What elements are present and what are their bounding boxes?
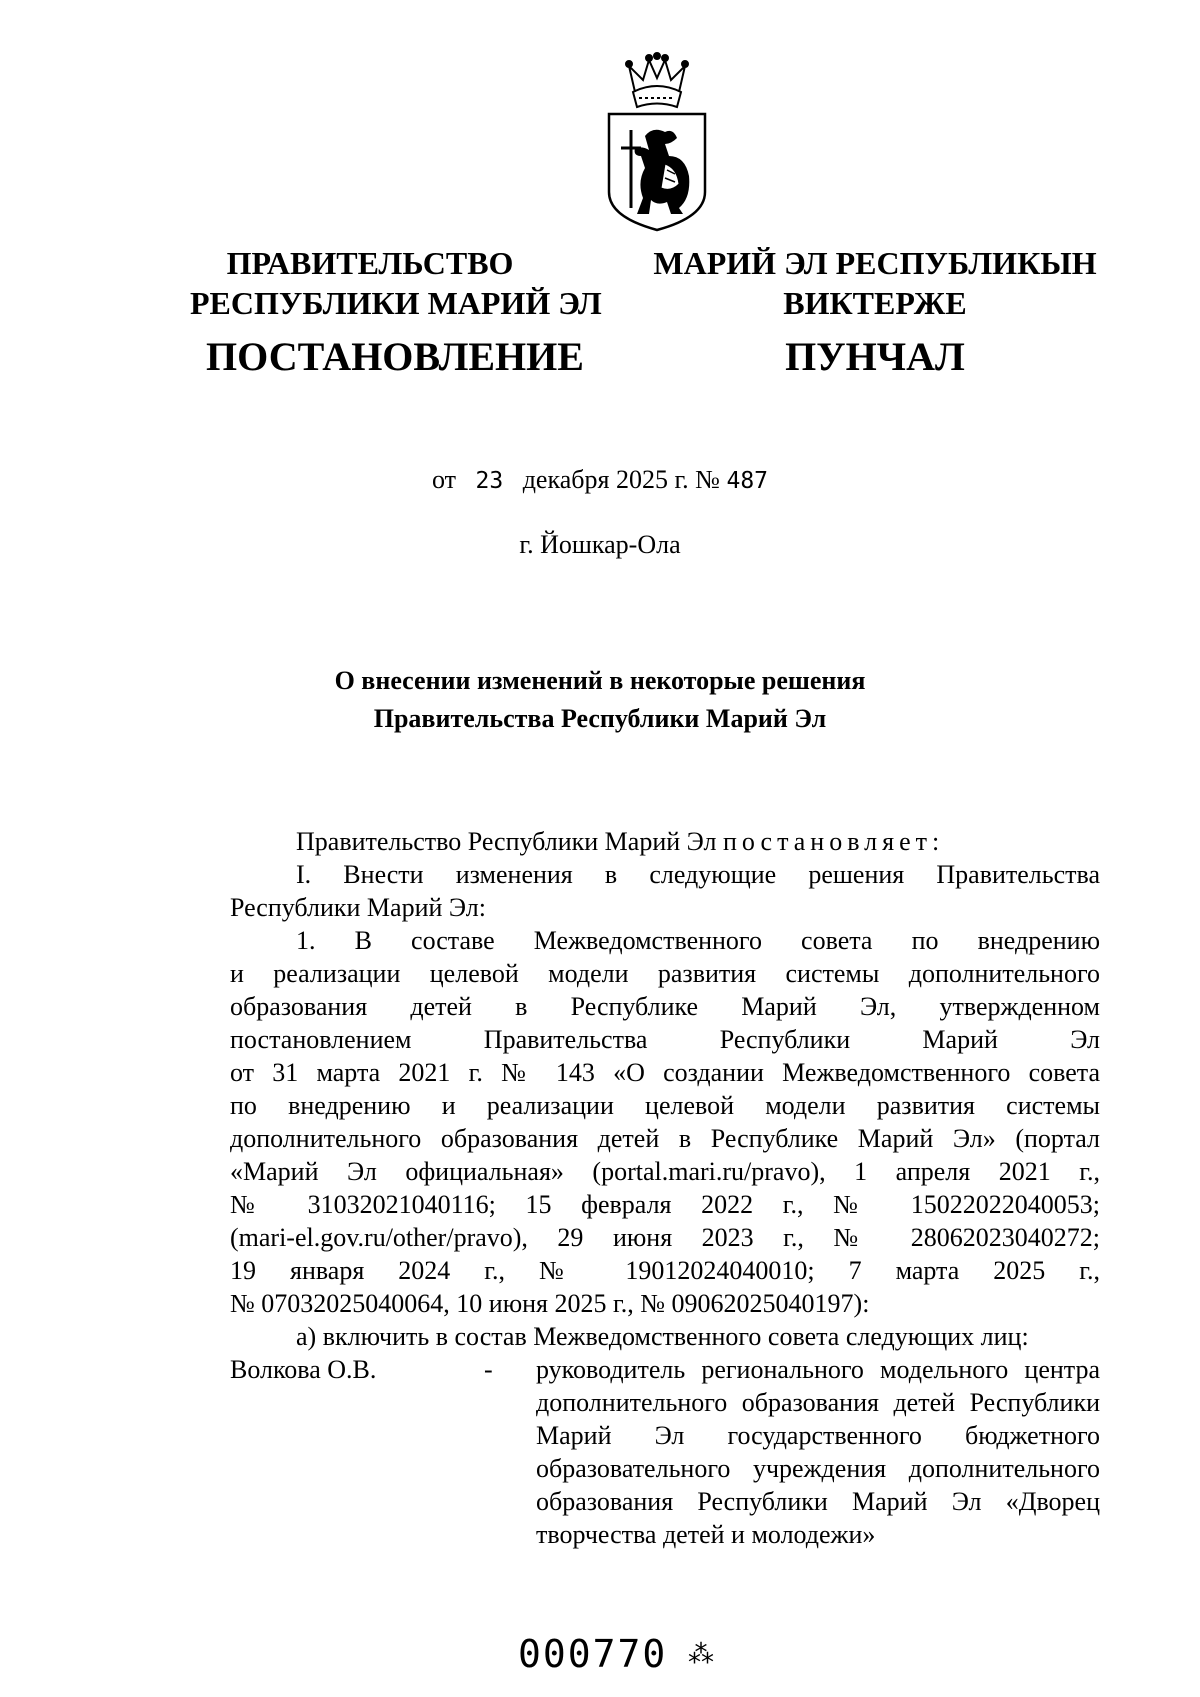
para1-last-line: № 07032025040064, 10 июня 2025 г., № 09062025040197): — [230, 1289, 870, 1318]
para1-line: 1. В составе Межведомственного совета по внедрению — [296, 926, 1100, 955]
para1-line: 19 января 2024 г., № 19012024040010; 7 марта 2025 г., — [230, 1256, 1100, 1285]
member-dash: - — [484, 1355, 493, 1384]
doc-type-right: ПУНЧАЛ — [785, 334, 965, 379]
issuer-right-line1: МАРИЙ ЭЛ РЕСПУБЛИКЫН — [653, 245, 1097, 281]
document-title — [0, 662, 1200, 738]
paragraph-1 — [230, 924, 1100, 1320]
issuer-left-line1: ПРАВИТЕЛЬСТВО — [226, 245, 514, 281]
para1-line: от 31 марта 2021 г. № 143 «О создании Межведомственного совета — [230, 1058, 1100, 1087]
member-name: Волкова О.В. — [230, 1355, 377, 1384]
issuer-left-line2: РЕСПУБЛИКИ МАРИЙ ЭЛ — [190, 285, 602, 321]
para1-line: по внедрению и реализации целевой модели развития системы — [230, 1091, 1100, 1120]
issuer-right-line2: ВИКТЕРЖЕ — [783, 285, 967, 321]
issuer-left — [190, 243, 602, 323]
serial-number: 000770 — [518, 1632, 668, 1676]
para1-line: и реализации целевой модели развития системы дополнительного — [230, 959, 1100, 988]
para1-line: № 31032021040116; 15 февраля 2022 г., № 15022022040053; — [230, 1190, 1100, 1219]
issuer-right — [645, 243, 1105, 323]
subitem-a: а) включить в состав Межведомственного совета следующих лиц: — [296, 1322, 1029, 1351]
date-prefix: от — [431, 465, 456, 494]
document-date — [0, 465, 1200, 495]
para1-line: дополнительного образования детей в Республике Марий Эл» (портал — [230, 1124, 1100, 1153]
intro-paragraph — [230, 825, 1100, 858]
para1-line: постановлением Правительства Республики Марий Эл — [230, 1025, 1100, 1054]
date-day: 23 — [475, 468, 504, 494]
city: г. Йошкар-Ола — [519, 530, 681, 559]
para1-line: «Марий Эл официальная» (portal.mari.ru/pravo), 1 апреля 2021 г., — [230, 1157, 1100, 1186]
item1-line2: Республики Марий Эл: — [230, 893, 486, 922]
date-text: декабря 2025 г. № — [522, 465, 720, 494]
coat-of-arms-bear-icon — [605, 52, 709, 232]
document-body — [230, 825, 1100, 1551]
para1-line: (mari-el.gov.ru/other/pravo), 29 июня 2023 г., № 28062023040272; — [230, 1223, 1100, 1252]
stamp-mark-icon: ⁂ — [688, 1640, 714, 1670]
intro-text: Правительство Республики Марий Эл — [296, 827, 723, 856]
title-line1: О внесении изменений в некоторые решения — [334, 666, 866, 695]
member-entry — [230, 1353, 1100, 1551]
member-description: руководитель регионального модельного центра дополнительного образования детей Республики Марий Эл государственного бюджетного образовательного учреждения дополнительного образования Республики Марий Эл «Дворец творчества детей и молодежи» — [536, 1355, 1100, 1549]
title-line2: Правительства Республики Марий Эл — [373, 704, 827, 733]
doc-type-left: ПОСТАНОВЛЕНИЕ — [206, 334, 584, 379]
intro-decree-word: постановляет: — [722, 827, 945, 856]
document-number: 487 — [726, 468, 769, 494]
para1-line: образования детей в Республике Марий Эл, утвержденном — [230, 992, 1100, 1021]
item1-line1: I. Внести изменения в следующие решения Правительства — [296, 860, 1100, 889]
